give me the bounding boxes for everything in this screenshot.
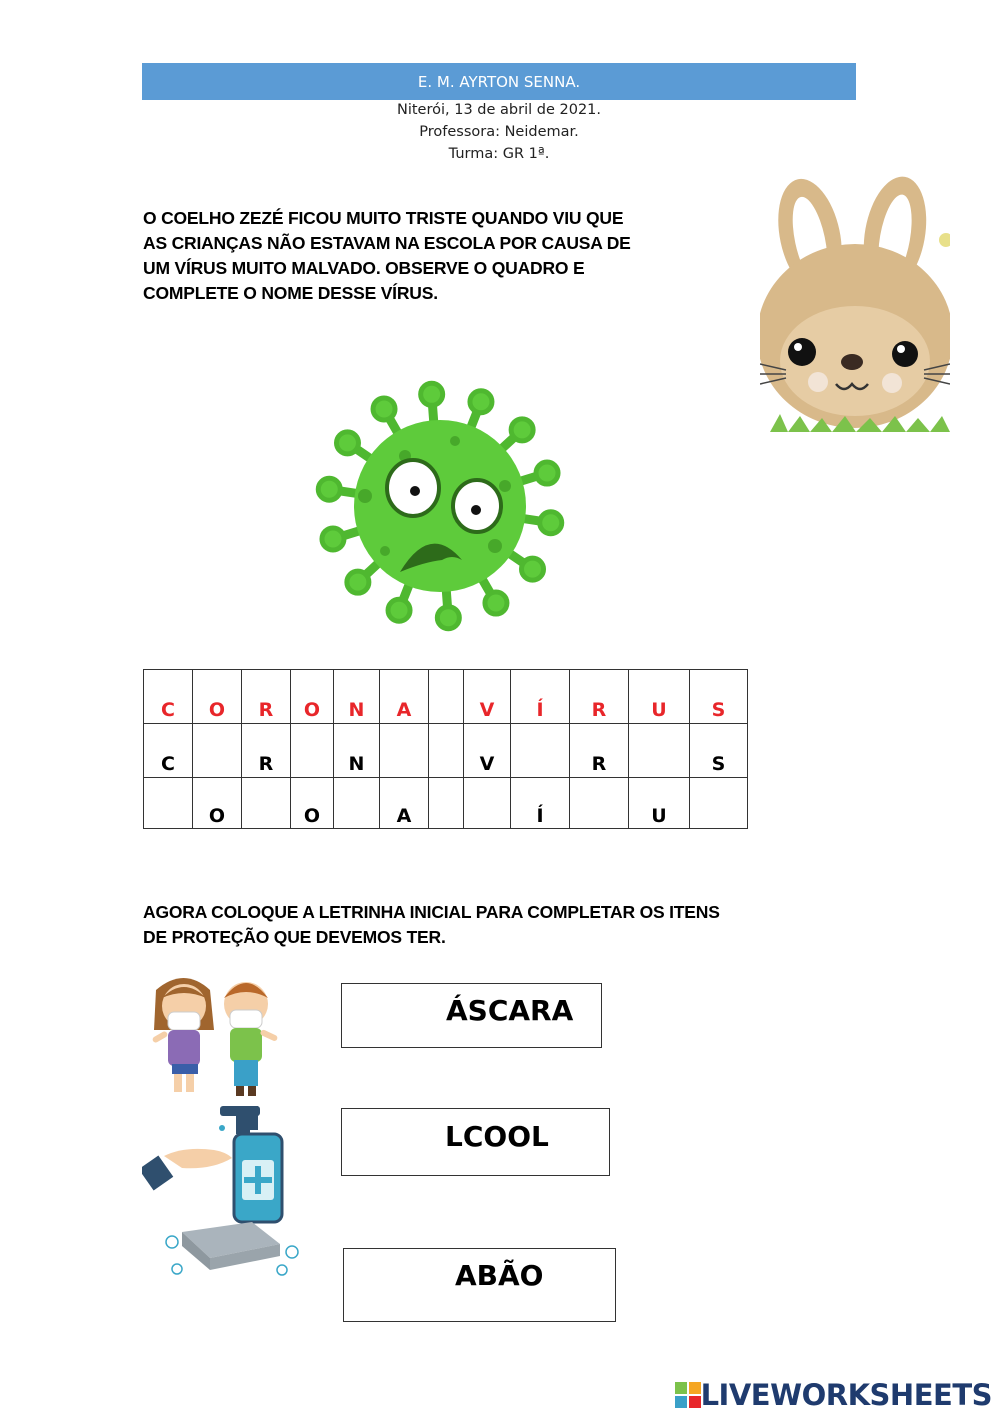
- liveworksheets-logo-icon: [675, 1382, 701, 1408]
- grid-cell: N: [334, 724, 380, 778]
- grid-cell: [429, 670, 464, 724]
- mascara-word: ÁSCARA: [446, 994, 574, 1027]
- grid-cell: V: [464, 724, 511, 778]
- grid-row-vowels: [144, 778, 748, 829]
- bunny-illustration: [760, 176, 950, 432]
- virus-spike-tip: [437, 607, 459, 629]
- grid-cell: U: [629, 670, 690, 724]
- grid-cell: O: [193, 670, 242, 724]
- grid-cell: R: [570, 724, 629, 778]
- grid-cell: A: [380, 670, 429, 724]
- grid-cell-blank[interactable]: [690, 778, 748, 829]
- virus-spike-tip: [373, 398, 395, 420]
- grid-cell: C: [144, 724, 193, 778]
- school-header-bar: [142, 63, 856, 100]
- grid-cell: O: [193, 778, 242, 829]
- class-line: Turma: GR 1ª.: [448, 146, 550, 162]
- virus-spike-tip: [347, 571, 369, 593]
- sabao-word: ABÃO: [455, 1259, 544, 1292]
- grid-cell-blank[interactable]: [291, 724, 334, 778]
- grid-cell: O: [291, 670, 334, 724]
- grid-cell: N: [334, 670, 380, 724]
- grid-cell: [429, 724, 464, 778]
- grid-cell: S: [690, 670, 748, 724]
- grid-row-complete: [144, 670, 748, 724]
- grid-cell: A: [380, 778, 429, 829]
- virus-spike-tip: [388, 599, 410, 621]
- grid-cell: [429, 778, 464, 829]
- children-masks-illustration: [142, 968, 287, 1100]
- teacher-line: Professora: Neidemar.: [419, 124, 579, 140]
- grid-cell: R: [570, 670, 629, 724]
- liveworksheets-logo-text: LIVEWORKSHEETS: [700, 1378, 992, 1412]
- grid-cell: O: [291, 778, 334, 829]
- instruction-2-line: AGORA COLOQUE A LETRINHA INICIAL PARA COMPLETAR OS ITENS: [143, 902, 720, 922]
- liveworksheets-logo[interactable]: [675, 1375, 992, 1415]
- grid-row-consonants: [144, 724, 748, 778]
- virus-spike-tip: [540, 512, 562, 534]
- virus-spike-tip: [336, 432, 358, 454]
- grid-cell: S: [690, 724, 748, 778]
- sanitizer-soap-illustration: [142, 1104, 304, 1282]
- virus-spike-tip: [421, 383, 443, 405]
- grid-cell-blank[interactable]: [570, 778, 629, 829]
- instruction-1-line: O COELHO ZEZÉ FICOU MUITO TRISTE QUANDO VIU QUE: [143, 208, 624, 228]
- grid-cell: V: [464, 670, 511, 724]
- grid-cell: Í: [511, 778, 570, 829]
- grid-cell-blank[interactable]: [511, 724, 570, 778]
- instruction-2-line: DE PROTEÇÃO QUE DEVEMOS TER.: [143, 927, 446, 947]
- virus-spike-tip: [536, 462, 558, 484]
- letter-grid: [143, 669, 748, 829]
- virus-illustration: [305, 376, 575, 638]
- alcool-word: LCOOL: [445, 1120, 549, 1153]
- grid-cell-blank[interactable]: [464, 778, 511, 829]
- instruction-1-line: COMPLETE O NOME DESSE VÍRUS.: [143, 283, 438, 303]
- grid-cell: Í: [511, 670, 570, 724]
- grid-cell: R: [242, 670, 291, 724]
- grid-cell: R: [242, 724, 291, 778]
- virus-spike-tip: [485, 592, 507, 614]
- virus-spike-tip: [470, 391, 492, 413]
- instruction-1-line: AS CRIANÇAS NÃO ESTAVAM NA ESCOLA POR CAUSA DE: [143, 233, 631, 253]
- grid-cell-blank[interactable]: [193, 724, 242, 778]
- grid-cell-blank[interactable]: [629, 724, 690, 778]
- virus-spike-tip: [511, 419, 533, 441]
- date-line: Niterói, 13 de abril de 2021.: [397, 102, 601, 118]
- instruction-1: [143, 206, 753, 306]
- virus-spike-tip: [522, 558, 544, 580]
- grid-cell-blank[interactable]: [334, 778, 380, 829]
- grid-cell: C: [144, 670, 193, 724]
- virus-spike-tip: [318, 478, 340, 500]
- grid-cell-blank[interactable]: [144, 778, 193, 829]
- grid-cell-blank[interactable]: [380, 724, 429, 778]
- instruction-2: [143, 900, 863, 950]
- grid-cell: U: [629, 778, 690, 829]
- virus-spike-tip: [322, 528, 344, 550]
- school-name: E. M. AYRTON SENNA.: [417, 72, 581, 91]
- instruction-1-line: UM VÍRUS MUITO MALVADO. OBSERVE O QUADRO E: [143, 258, 585, 278]
- grid-cell-blank[interactable]: [242, 778, 291, 829]
